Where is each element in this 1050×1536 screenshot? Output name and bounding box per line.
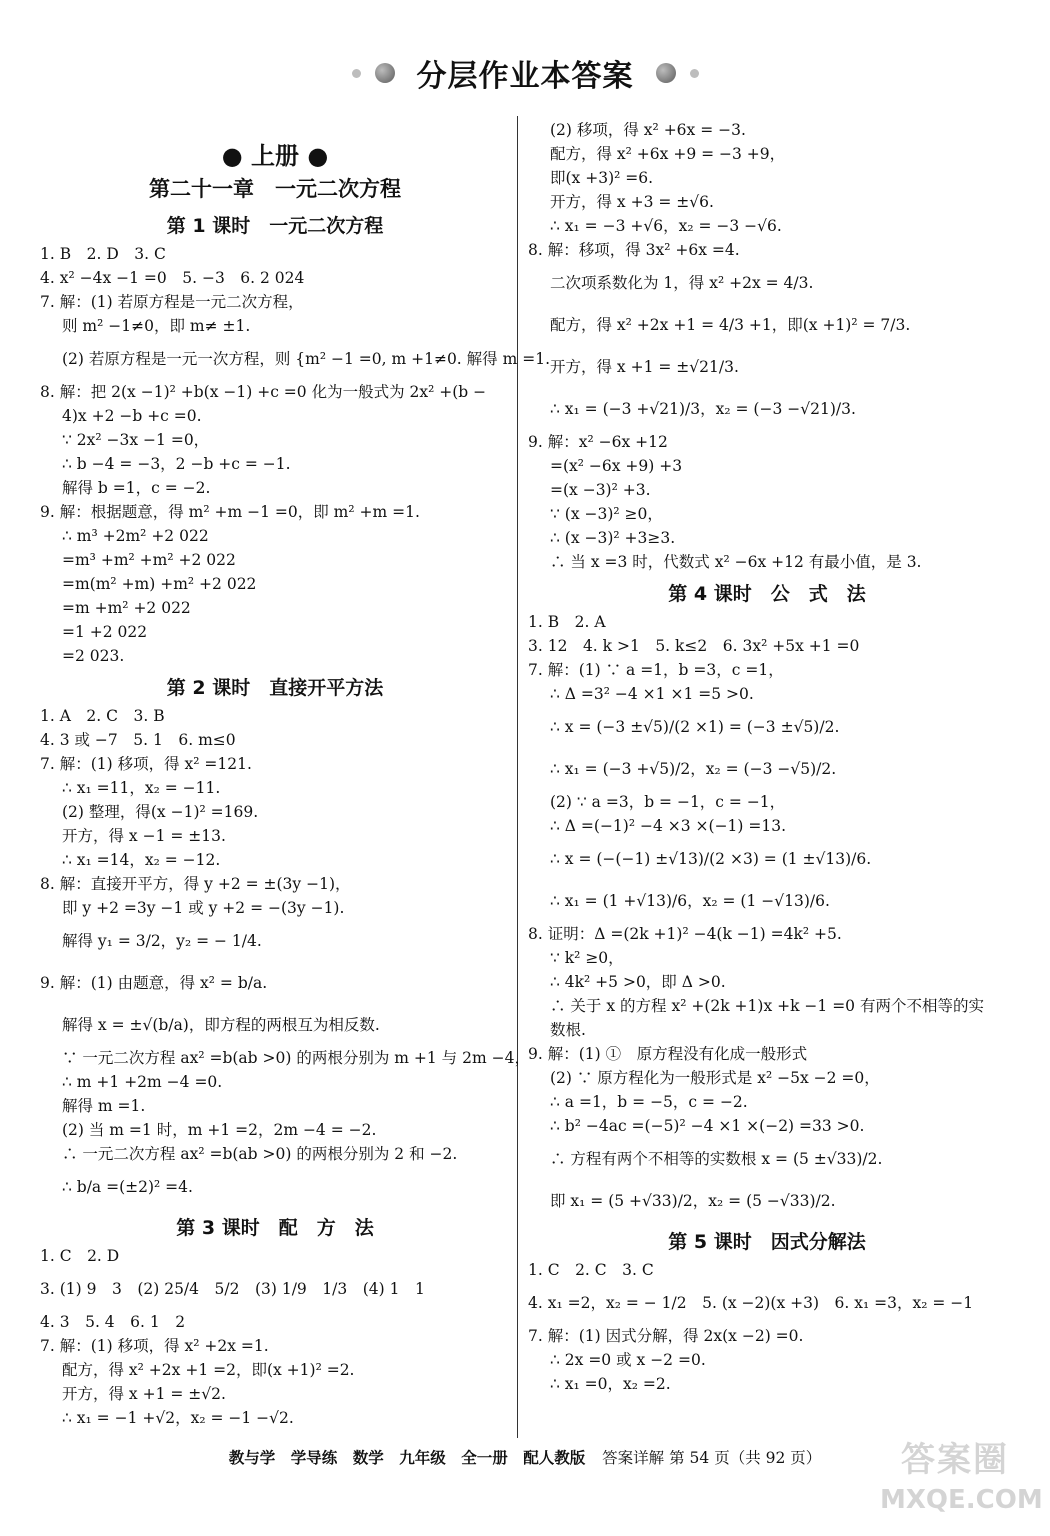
watermark-logo <box>880 1440 1043 1526</box>
lesson-heading: 第 2 课时 直接开平方法 <box>166 677 384 699</box>
left-answer-list <box>40 210 550 1430</box>
answer-line: ∴ 当 x =3 时，代数式 x² −6x +12 有最小值，是 3. <box>550 553 922 571</box>
answer-line: (2) ∵ a =3，b = −1，c = −1， <box>550 793 786 811</box>
chapter-heading: 第二十一章 一元二次方程 <box>149 177 401 201</box>
answer-line: ∴ b² −4ac =(−5)² −4 ×1 ×(−2) =33 >0. <box>550 1117 865 1135</box>
answer-line: ∴ 方程有两个不相等的实数根 x = (5 ±√33)/2. <box>550 1150 883 1168</box>
answer-line: =m +m² +2 022 <box>62 599 191 617</box>
answer-line: 1. A 2. C 3. B <box>40 707 165 725</box>
answer-line: 3. (1) 9 3 (2) 25/4 5/2 (3) 1/9 1/3 (4) 1 1 <box>40 1280 425 1298</box>
answer-line: 二次项系数化为 1，得 x² +2x = 4/3. <box>550 274 814 292</box>
page-title: 分层作业本答案 <box>416 59 634 94</box>
answer-line: 8. 解：直接开平方，得 y +2 = ±(3y −1)， <box>40 875 351 893</box>
answer-line: 4)x +2 −b +c =0. <box>62 407 202 425</box>
answer-line: 开方，得 x +3 = ±√6. <box>550 193 714 211</box>
answer-line: 即(x +3)² =6. <box>550 169 654 187</box>
answer-line: ∵ 2x² −3x −1 =0， <box>62 431 210 449</box>
decor-dot-icon <box>352 69 361 78</box>
footer-label: 答案详解 <box>602 1449 665 1467</box>
answer-line: 1. B 2. D 3. C <box>40 245 166 263</box>
answer-line: 9. 解：x² −6x +12 <box>528 433 668 451</box>
answer-line: (2) ∵ 原方程化为一般形式是 x² −5x −2 =0， <box>550 1069 880 1087</box>
decor-ball-icon <box>656 63 676 83</box>
answer-line: 开方，得 x +1 = ±√2. <box>62 1385 226 1403</box>
answer-line: ∴ x₁ = (1 +√13)/6，x₂ = (1 −√13)/6. <box>550 892 830 910</box>
answer-line: =m³ +m² +m² +2 022 <box>62 551 236 569</box>
watermark-url: MXQE.COM <box>880 1485 1043 1515</box>
answer-line: ∴ b/a =(±2)² =4. <box>62 1178 193 1196</box>
answer-line: ∴ m +1 +2m −4 =0. <box>62 1073 223 1091</box>
answer-line: ∴ 2x =0 或 x −2 =0. <box>550 1351 706 1369</box>
answer-line: 即 y +2 =3y −1 或 y +2 = −(3y −1). <box>62 899 345 917</box>
answer-line: =2 023. <box>62 647 125 665</box>
answer-line: 配方，得 x² +2x +1 = 4/3 +1，即(x +1)² = 7/3. <box>550 316 911 334</box>
answer-line: 9. 解：(1) ① 原方程没有化成一般形式 <box>528 1045 808 1063</box>
answer-line: 8. 证明：Δ =(2k +1)² −4(k −1) =4k² +5. <box>528 925 842 943</box>
answer-line: =m(m² +m) +m² +2 022 <box>62 575 257 593</box>
answer-line: 7. 解：(1) 移项，得 x² =121. <box>40 755 252 773</box>
answer-line: =1 +2 022 <box>62 623 148 641</box>
answer-line: ∴ Δ =(−1)² −4 ×3 ×(−1) =13. <box>550 817 787 835</box>
answer-line: 开方，得 x +1 = ±√21/3. <box>550 358 739 376</box>
answer-line: 8. 解：移项，得 3x² +6x =4. <box>528 241 740 259</box>
answer-line: 4. 3 或 −7 5. 1 6. m≤0 <box>40 731 236 749</box>
answer-line: 解得 y₁ = 3/2，y₂ = − 1/4. <box>62 932 262 950</box>
answer-line: 解得 m =1. <box>62 1097 146 1115</box>
footer-brand: 教与学 学导练 数学 九年级 全一册 配人教版 <box>228 1449 586 1467</box>
right-column <box>528 118 1006 1396</box>
answer-line: ∴ x = (−3 ±√5)/(2 ×1) = (−3 ±√5)/2. <box>550 718 840 736</box>
answer-line: ∴ Δ =3² −4 ×1 ×1 =5 >0. <box>550 685 754 703</box>
answer-line: 则 m² −1≠0，即 m≠ ±1. <box>62 317 251 335</box>
answer-line: 1. C 2. C 3. C <box>528 1261 654 1279</box>
answer-line: 7. 解：(1) ∵ a =1，b =3，c =1， <box>528 661 784 679</box>
decor-dot-icon <box>690 69 699 78</box>
answer-line: 9. 解：根据题意，得 m² +m −1 =0，即 m² +m =1. <box>40 503 420 521</box>
answer-line: 9. 解：(1) 由题意，得 x² = b/a. <box>40 974 268 992</box>
answer-line: 解得 x = ±√(b/a)，即方程的两根互为相反数. <box>62 1016 380 1034</box>
answer-line: ∴ 4k² +5 >0，即 Δ >0. <box>550 973 726 991</box>
answer-line: ∴ 一元二次方程 ax² =b(ab >0) 的两根分别为 2 和 −2. <box>62 1145 458 1163</box>
answer-line: (2) 当 m =1 时，m +1 =2，2m −4 = −2. <box>62 1121 377 1139</box>
watermark-text: 答案圈 <box>901 1440 1009 1480</box>
answer-line: 4. x₁ =2，x₂ = − 1/2 5. (x −2)(x +3) 6. x₁ =3，x₂ = −1 <box>528 1294 974 1312</box>
lesson-heading: 第 4 课时 公 式 法 <box>668 583 866 605</box>
column-divider <box>517 116 518 1438</box>
lesson-heading: 第 1 课时 一元二次方程 <box>166 215 384 237</box>
footer-page-number: 第 54 页（共 92 页） <box>669 1449 822 1467</box>
answer-line: ∴ x₁ =0，x₂ =2. <box>550 1375 671 1393</box>
answer-line: 配方，得 x² +2x +1 =2，即(x +1)² =2. <box>62 1361 355 1379</box>
lesson-heading: 第 5 课时 因式分解法 <box>668 1231 866 1253</box>
answer-line: ∴ 关于 x 的方程 x² +(2k +1)x +k −1 =0 有两个不相等的实 <box>550 997 984 1015</box>
answer-line: 7. 解：(1) 若原方程是一元二次方程， <box>40 293 304 311</box>
answer-line: (2) 移项，得 x² +6x = −3. <box>550 121 746 139</box>
answer-line: =(x² −6x +9) +3 <box>550 457 683 475</box>
decor-ball-icon <box>375 63 395 83</box>
answer-line: 4. x² −4x −1 =0 5. −3 6. 2 024 <box>40 269 305 287</box>
lesson-heading: 第 3 课时 配 方 法 <box>176 1217 374 1239</box>
answer-line: ∵ (x −3)² ≥0， <box>550 505 663 523</box>
answer-line: ∴ x₁ = −1 +√2，x₂ = −1 −√2. <box>62 1409 294 1427</box>
answer-line: ∴ x₁ = (−3 +√21)/3，x₂ = (−3 −√21)/3. <box>550 400 856 418</box>
answer-line: ∴ x₁ =14，x₂ = −12. <box>62 851 221 869</box>
answer-line: ∴ b −4 = −3，2 −b +c = −1. <box>62 455 291 473</box>
answer-line: ∵ k² ≥0， <box>550 949 624 967</box>
answer-line: 1. B 2. A <box>528 613 606 631</box>
answer-line: ∵ 一元二次方程 ax² =b(ab >0) 的两根分别为 m +1 与 2m −4， <box>62 1049 530 1067</box>
volume-heading: ● 上册 ● <box>221 142 329 170</box>
answer-line: 配方，得 x² +6x +9 = −3 +9， <box>550 145 786 163</box>
answer-line: 4. 3 5. 4 6. 1 2 <box>40 1313 186 1331</box>
answer-line: 解得 b =1，c = −2. <box>62 479 211 497</box>
left-column <box>40 118 550 1430</box>
answer-line: 开方，得 x −1 = ±13. <box>62 827 226 845</box>
answer-line: 即 x₁ = (5 +√33)/2，x₂ = (5 −√33)/2. <box>550 1192 836 1210</box>
answer-line: 8. 解：把 2(x −1)² +b(x −1) +c =0 化为一般式为 2x² +(b − <box>40 383 487 401</box>
answer-line: ∴ m³ +2m² +2 022 <box>62 527 209 545</box>
answer-line: =(x −3)² +3. <box>550 481 651 499</box>
answer-line: ∴ x₁ = (−3 +√5)/2，x₂ = (−3 −√5)/2. <box>550 760 837 778</box>
answer-line: 1. C 2. D <box>40 1247 120 1265</box>
answer-line: (2) 若原方程是一元一次方程，则 {m² −1 =0, m +1≠0. 解得 m =1. <box>62 350 550 368</box>
page-banner <box>0 50 1050 96</box>
answer-line: ∴ x₁ = −3 +√6，x₂ = −3 −√6. <box>550 217 782 235</box>
answer-line: (2) 整理，得(x −1)² =169. <box>62 803 259 821</box>
answer-line: ∴ x = (−(−1) ±√13)/(2 ×3) = (1 ±√13)/6. <box>550 850 872 868</box>
answer-line: ∴ x₁ =11，x₂ = −11. <box>62 779 221 797</box>
answer-line: 数根. <box>550 1021 586 1039</box>
answer-line: 7. 解：(1) 移项，得 x² +2x =1. <box>40 1337 269 1355</box>
answer-line: 3. 12 4. k >1 5. k≤2 6. 3x² +5x +1 =0 <box>528 637 860 655</box>
right-answer-list <box>528 118 1006 1396</box>
answer-line: ∴ (x −3)² +3≥3. <box>550 529 676 547</box>
answer-line: ∴ a =1，b = −5，c = −2. <box>550 1093 748 1111</box>
answer-line: 7. 解：(1) 因式分解，得 2x(x −2) =0. <box>528 1327 804 1345</box>
